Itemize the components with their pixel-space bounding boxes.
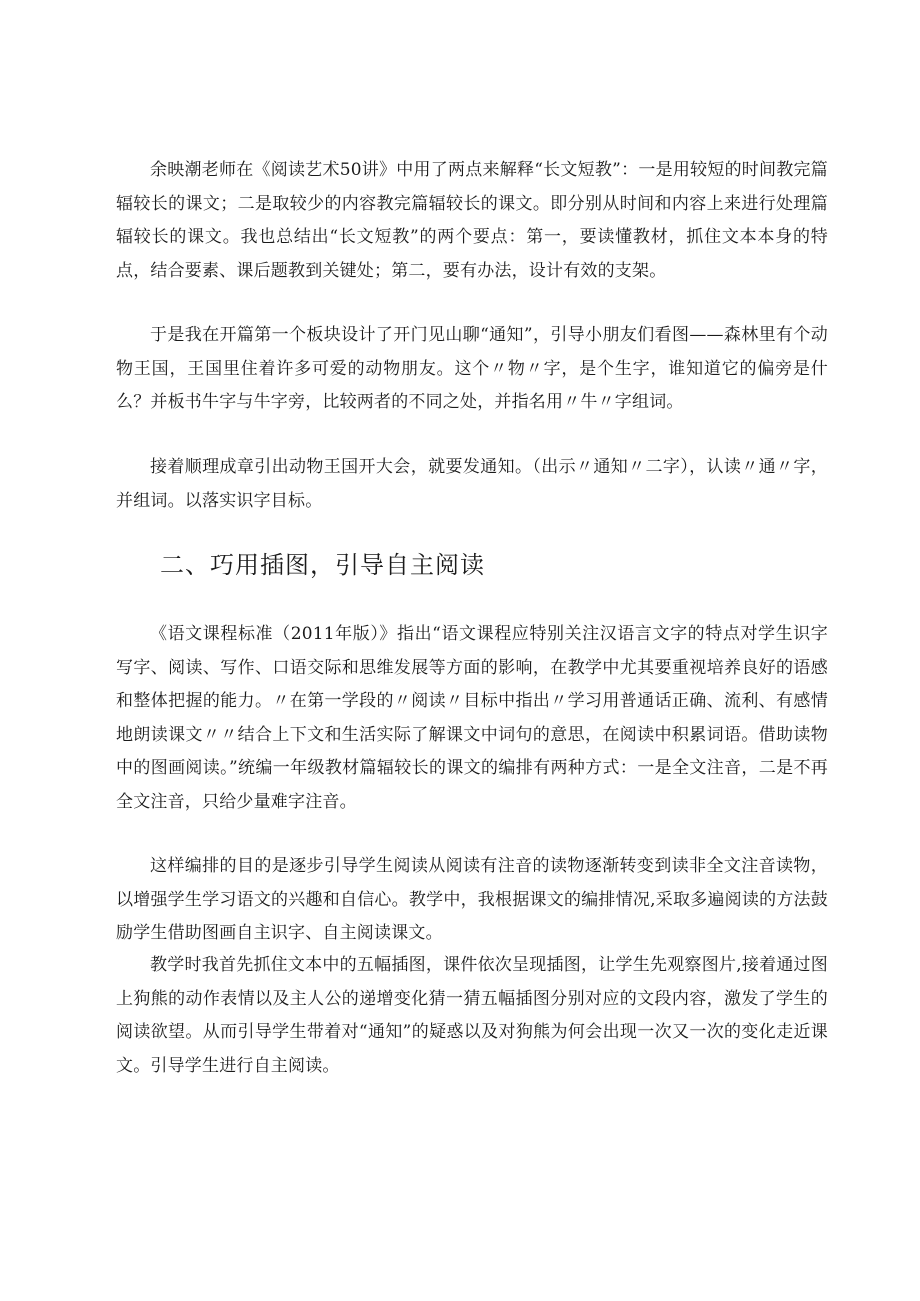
paragraph-notice-literacy: 接着顺理成章引出动物王国开大会，就要发通知。（出示〃通知〃二字），认读〃通〃字，并组词。以落实识字目标。 bbox=[116, 457, 828, 511]
paragraph-five-illustrations: 教学时我首先抓住文本中的五幅插图，课件依次呈现插图，让学生先观察图片,接着通过图上狗熊的动作表情以及主人公的递增变化猜一猜五幅插图分别对应的文段内容，激发了学生的阅读欲望。从而引导学生带着对“通知”的疑惑以及对狗熊为何会出现一次又一次的变化走近课文。引导学生进行自主阅读。 bbox=[116, 955, 828, 1076]
section-heading: 二、巧用插图，引导自主阅读 bbox=[160, 551, 485, 579]
paragraph-long-text-short-teaching: 余映潮老师在《阅读艺术50讲》中用了两点来解释“长文短教”：一是用较短的时间教完篇辐较长的课文；二是取较少的内容教完篇辐较长的课文。即分别从时间和内容上来进行处理篇辐较长的课文。我也总结出“长文短教”的两个要点：第一，要读懂教材，抓住文本本身的特点，结合要素、课后题教到关键处；第二，要有办法，设计有效的支架。 bbox=[116, 160, 828, 281]
paragraph-opening-block: 于是我在开篇第一个板块设计了开门见山聊“通知”，引导小朋友们看图——森林里有个动物王国，王国里住着许多可爱的动物朋友。这个〃物〃字，是个生字，谁知道它的偏旁是什么？并板书牛字与牛字旁，比较两者的不同之处，并指名用〃牛〃字组词。 bbox=[116, 325, 828, 412]
paragraph-arrangement-purpose: 这样编排的目的是逐步引导学生阅读从阅读有注音的读物逐渐转变到读非全文注音读物，以增强学生学习语文的兴趣和自信心。教学中，我根据课文的编排情况,采取多遍阅读的方法鼓励学生借助图画自主识字、自主阅读课文。 bbox=[116, 856, 828, 943]
paragraph-curriculum-standard: 《语文课程标准（2011年版）》指出“语文课程应特别关注汉语言文字的特点对学生识字写字、阅读、写作、口语交际和思维发展等方面的影响，在教学中尤其要重视培养良好的语感和整体把握的能力。〃在第一学段的〃阅读〃目标中指出〃学习用普通话正确、流利、有感情地朗读课文〃〃结合上下文和生活实际了解课文中词句的意思，在阅读中积累词语。借助读物中的图画阅读。”统编一年级教材篇辐较长的课文的编排有两种方式：一是全文注音，二是不再全文注音，只给少量难字注音。 bbox=[116, 624, 828, 812]
